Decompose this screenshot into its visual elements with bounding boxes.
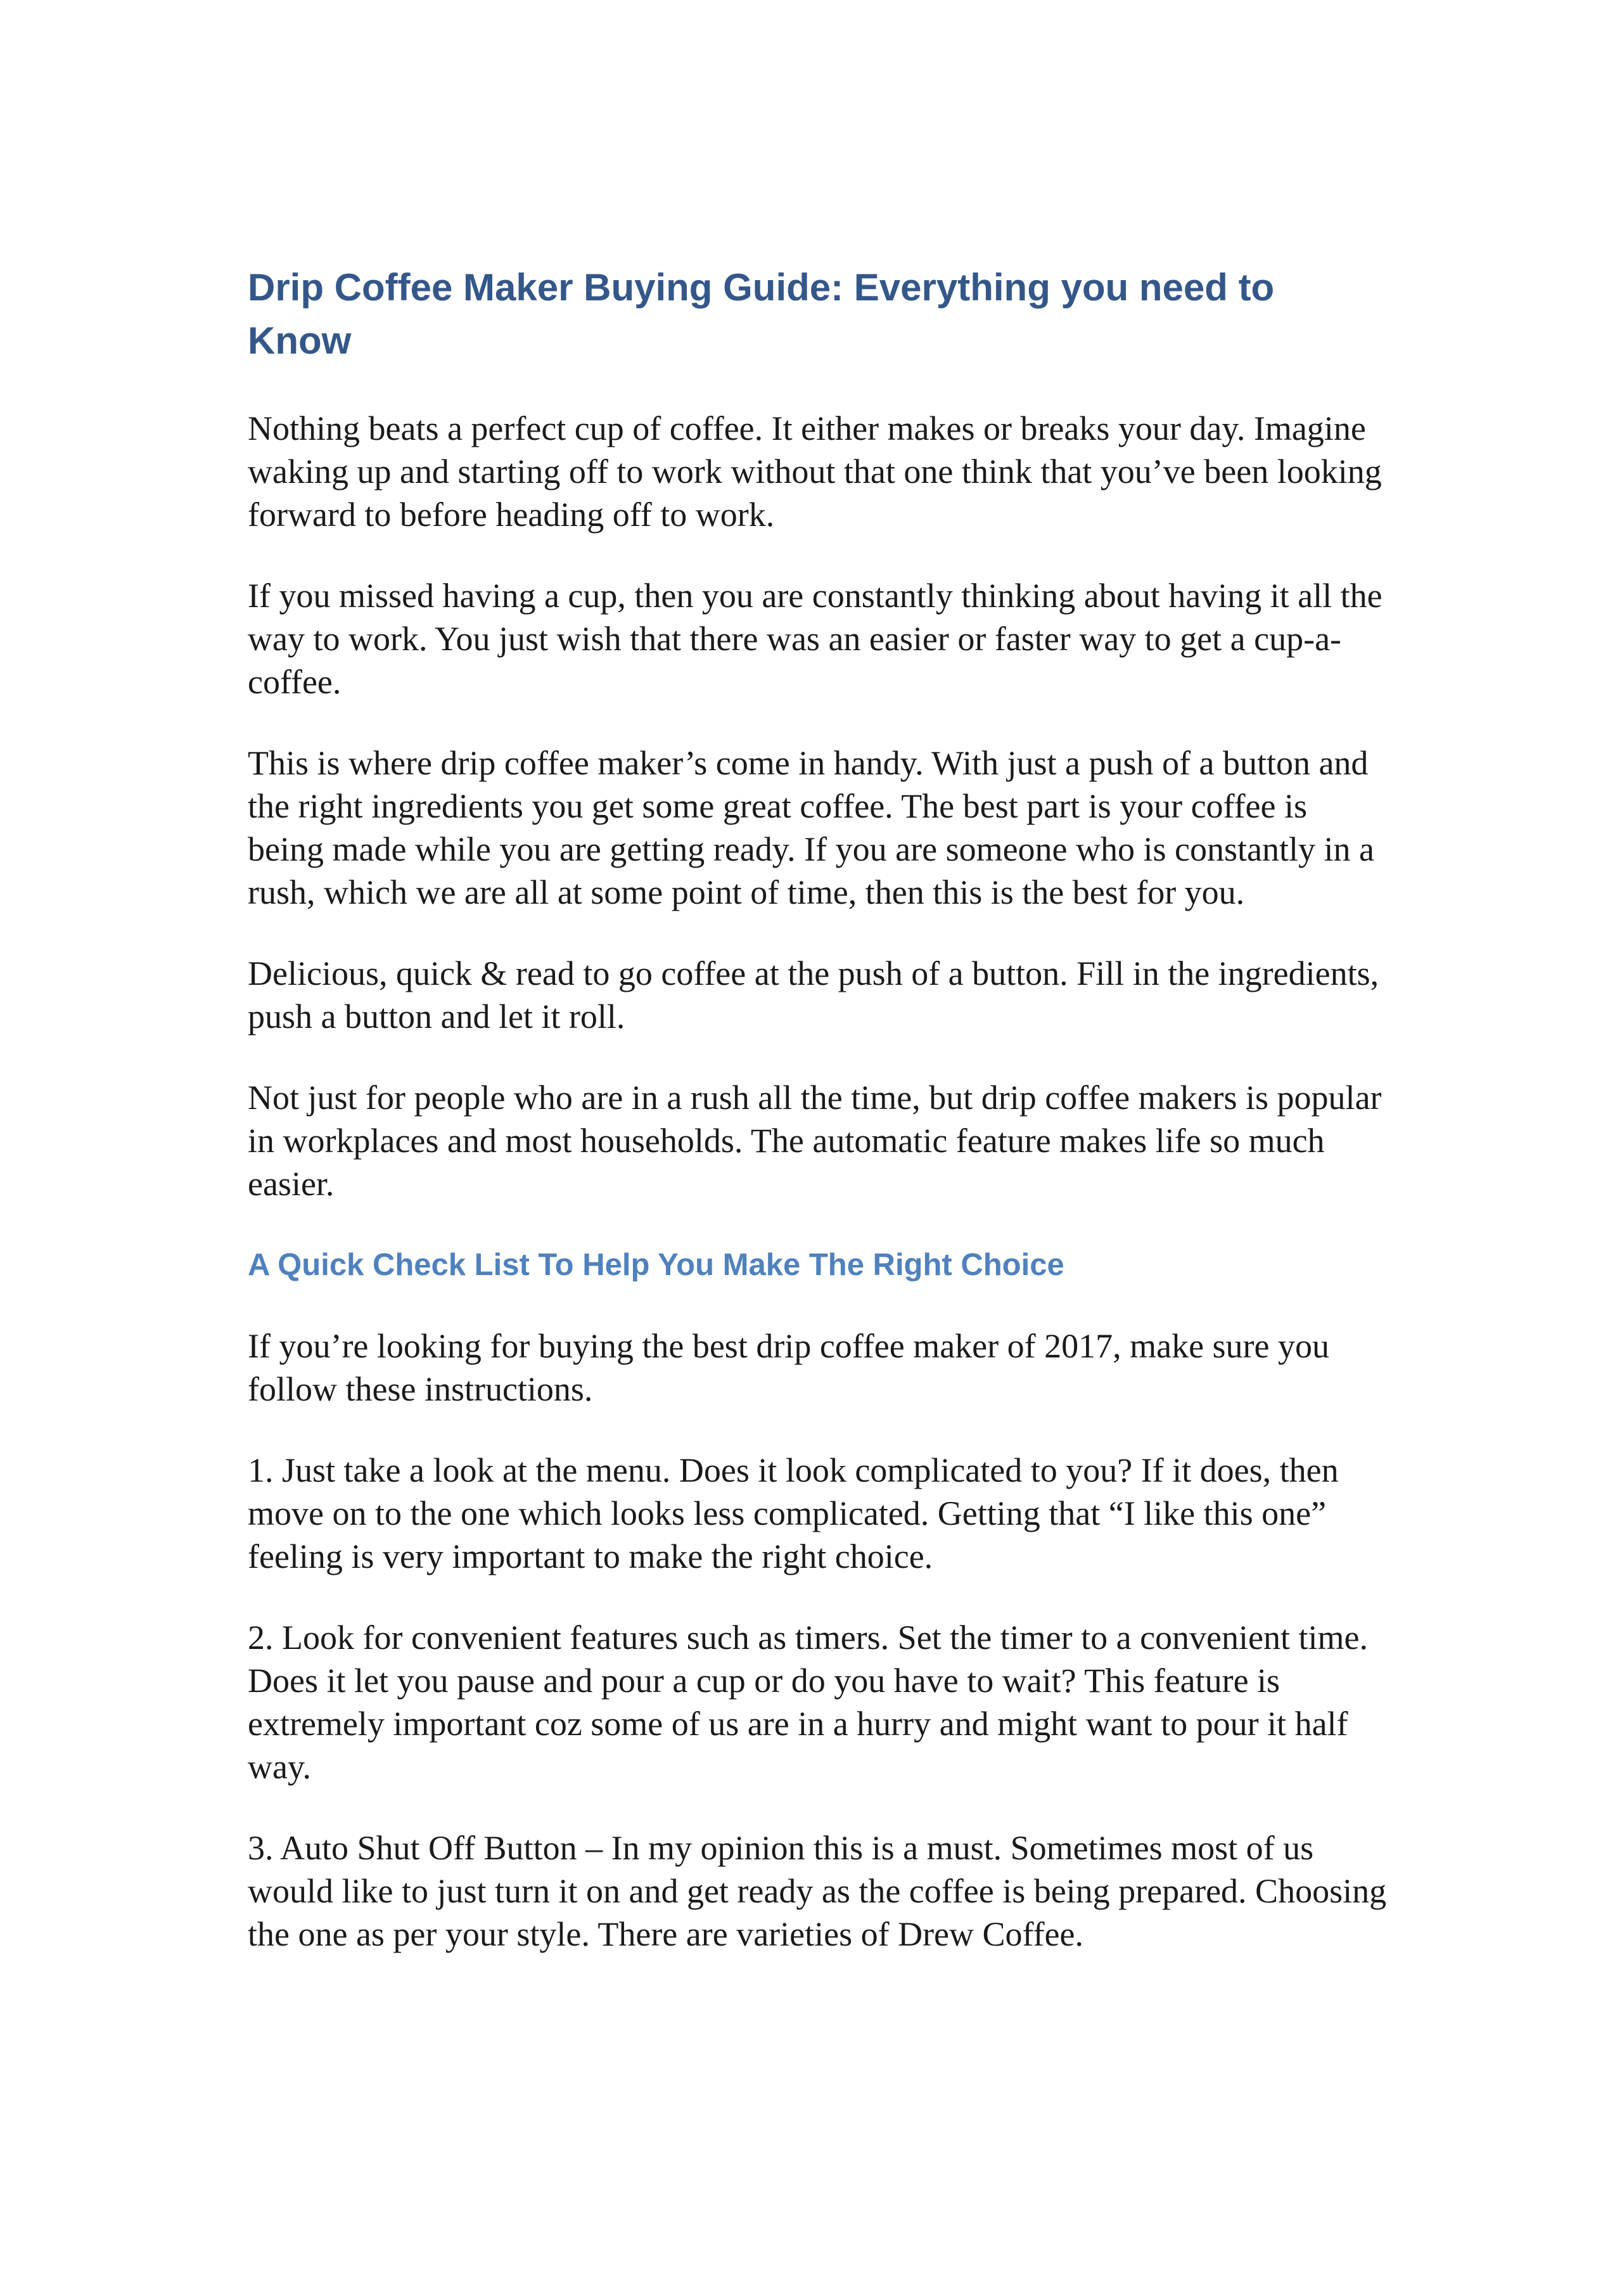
document-page: [248, 261, 1388, 1994]
checklist-intro-paragraph: If you’re looking for buying the best drip coffee maker of 2017, make sure you follow these instructions.: [248, 1327, 1330, 1408]
document-title: Drip Coffee Maker Buying Guide: Everything you need to Know: [248, 266, 1275, 362]
checklist-item-1: 1. Just take a look at the menu. Does it look complicated to you? If it does, then move on to the one which looks less complicated. Getting that “I like this one” feeling is very important to make the right choice.: [248, 1451, 1339, 1575]
checklist-heading: A Quick Check List To Help You Make The Right Choice: [248, 1248, 1064, 1282]
intro-paragraph-4: Delicious, quick & read to go coffee at the push of a button. Fill in the ingredients, push a button and let it roll.: [248, 954, 1379, 1036]
intro-paragraph-3: This is where drip coffee maker’s come in handy. With just a push of a button and the right ingredients you get some great coffee. The best part is your coffee is being made while you are getting ready. If you are someone who is constantly in a rush, which we are all at some point of time, then this is the best for you.: [248, 744, 1374, 911]
intro-paragraph-2: If you missed having a cup, then you are constantly thinking about having it all the way to work. You just wish that there was an easier or faster way to get a cup-a-coffee.: [248, 577, 1383, 701]
checklist-item-3: 3. Auto Shut Off Button – In my opinion this is a must. Sometimes most of us would like to just turn it on and get ready as the coffee is being prepared. Choosing the one as per your style. There are varieties of Drew Coffee.: [248, 1829, 1387, 1953]
intro-paragraph-1: Nothing beats a perfect cup of coffee. It either makes or breaks your day. Imagine waking up and starting off to work without that one think that you’ve been looking forward to before heading off to work.: [248, 409, 1382, 534]
checklist-item-2: 2. Look for convenient features such as timers. Set the timer to a convenient time. Does it let you pause and pour a cup or do you have to wait? This feature is extremely important coz some of us are in a hurry and might want to pour it half way.: [248, 1619, 1368, 1786]
intro-paragraph-5: Not just for people who are in a rush all the time, but drip coffee makers is popular in workplaces and most households. The automatic feature makes life so much easier.: [248, 1079, 1382, 1203]
